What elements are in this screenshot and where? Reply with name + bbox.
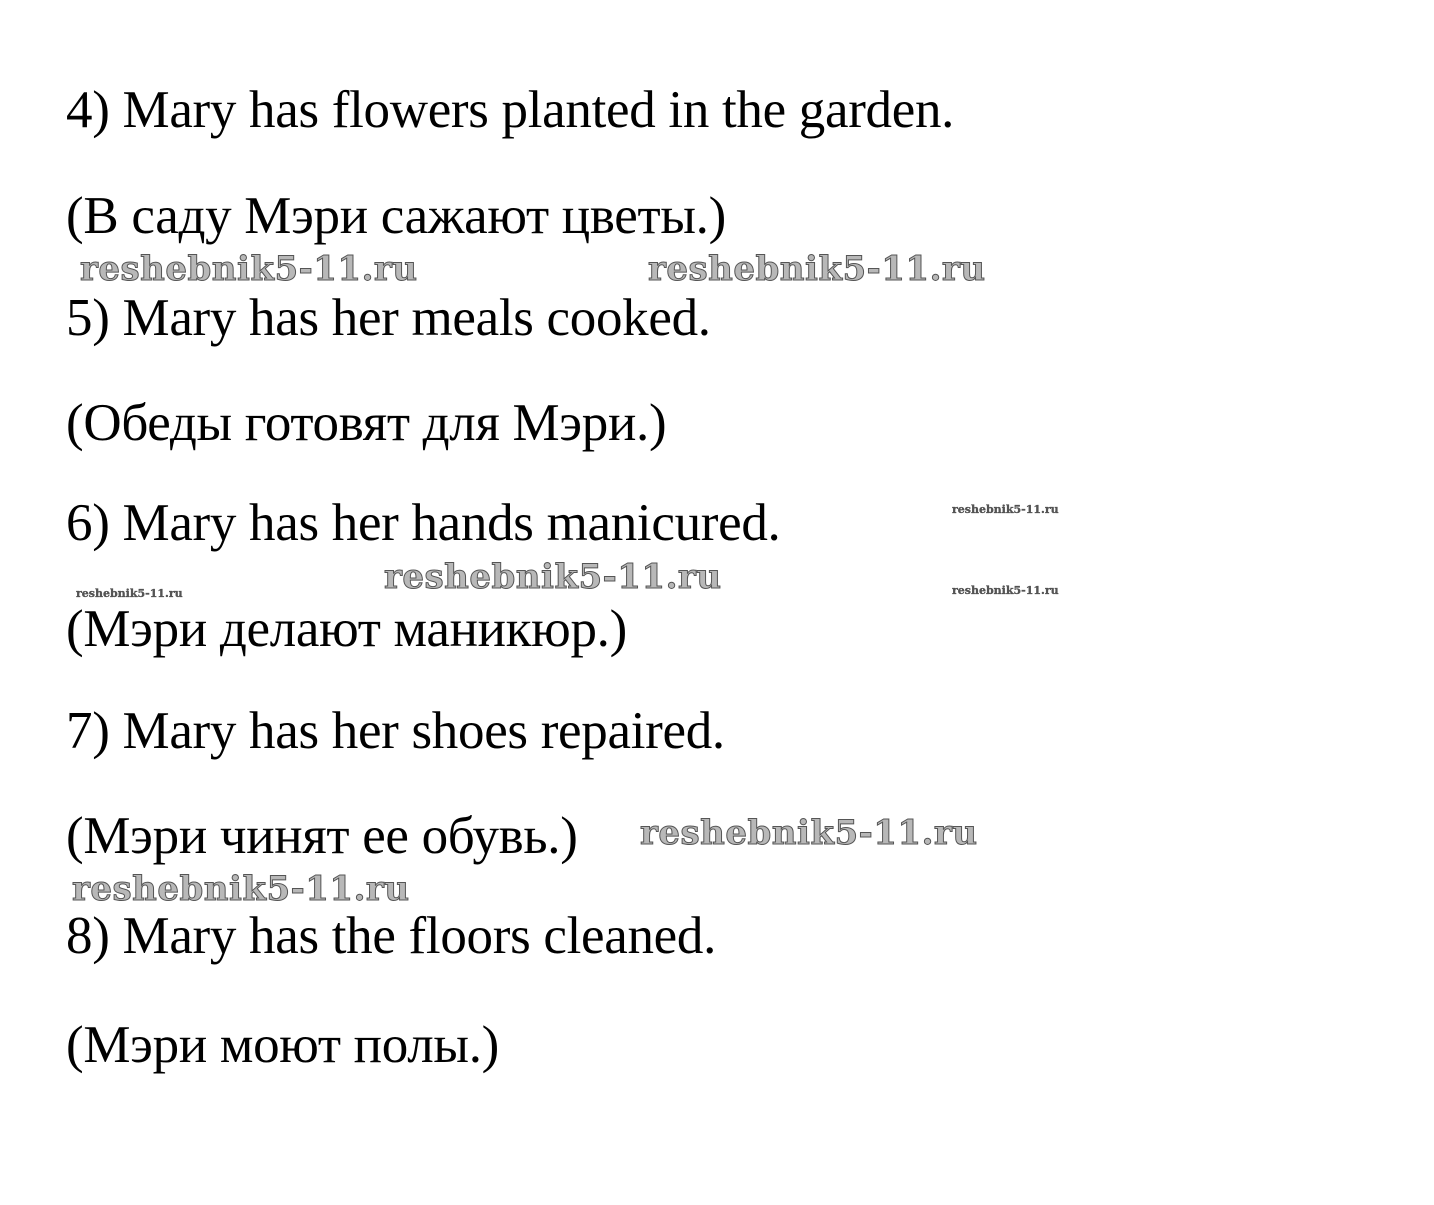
- watermark: reshebnik5-11.ru: [640, 813, 978, 853]
- sentence-6-english: 6) Mary has her hands manicured.: [66, 494, 781, 552]
- sentence-4-russian: (В саду Мэри сажают цветы.): [66, 187, 726, 245]
- sentence-4-english: 4) Mary has flowers planted in the garden.: [66, 81, 955, 139]
- sentence-8-russian: (Мэри моют полы.): [66, 1016, 500, 1074]
- sentence-6-russian: (Мэри делают маникюр.): [66, 600, 627, 658]
- sentence-7-english: 7) Mary has her shoes repaired.: [66, 702, 725, 760]
- watermark: reshebnik5-11.ru: [72, 869, 410, 909]
- watermark: reshebnik5-11.ru: [952, 503, 1059, 516]
- sentence-7-russian: (Мэри чинят ее обувь.): [66, 807, 578, 865]
- sentence-5-russian: (Обеды готовят для Мэри.): [66, 394, 667, 452]
- watermark: reshebnik5-11.ru: [80, 249, 418, 289]
- watermark: reshebnik5-11.ru: [952, 584, 1059, 597]
- watermark: reshebnik5-11.ru: [648, 249, 986, 289]
- sentence-5-english: 5) Mary has her meals cooked.: [66, 289, 711, 347]
- sentence-8-english: 8) Mary has the floors cleaned.: [66, 907, 717, 965]
- watermark: reshebnik5-11.ru: [76, 587, 183, 600]
- watermark: reshebnik5-11.ru: [384, 557, 722, 597]
